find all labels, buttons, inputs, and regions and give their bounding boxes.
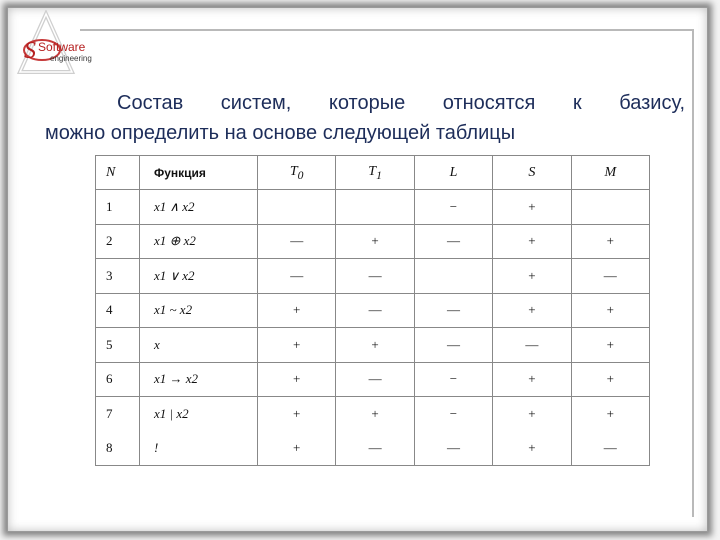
- table-row: [96, 362, 650, 397]
- logo-text-bottom: engineering: [50, 54, 92, 63]
- m-cell: +: [571, 328, 649, 363]
- t1-cell: —: [336, 362, 414, 397]
- logo-text-top: Software: [38, 40, 86, 54]
- t0-cell: +: [258, 431, 336, 466]
- function-formula: x1 ⊕ x2: [140, 224, 258, 259]
- table-row: [96, 431, 650, 466]
- l-cell: −: [414, 362, 492, 397]
- svg-text:S: S: [24, 38, 36, 64]
- heading-line-1: Состав систем, которые относятся к базису,: [117, 92, 685, 114]
- header-n: N: [96, 156, 140, 190]
- t0-cell: —: [258, 259, 336, 294]
- m-cell: +: [571, 362, 649, 397]
- t1-cell: +: [336, 224, 414, 259]
- table-row: [96, 293, 650, 328]
- header-t1: $T_1$: [336, 156, 414, 190]
- table-row: [96, 190, 650, 225]
- m-cell: —: [571, 431, 649, 466]
- header-m: M: [571, 156, 649, 190]
- row-number: 7: [96, 397, 140, 432]
- header-function: Функция: [140, 156, 258, 190]
- basis-table: [95, 155, 650, 466]
- t0-cell: +: [258, 328, 336, 363]
- row-number: 3: [96, 259, 140, 294]
- l-cell: −: [414, 190, 492, 225]
- m-cell: +: [571, 293, 649, 328]
- row-number: 5: [96, 328, 140, 363]
- function-formula: !: [140, 431, 258, 466]
- header-t0: $T_0$: [258, 156, 336, 190]
- header-l: L: [414, 156, 492, 190]
- decor-line-right: [692, 29, 694, 517]
- table-row: [96, 224, 650, 259]
- function-formula: x1 → x2: [140, 362, 258, 397]
- software-engineering-logo: [14, 10, 114, 80]
- function-formula: x1 | x2: [140, 397, 258, 432]
- m-cell: +: [571, 397, 649, 432]
- t1-cell: [336, 190, 414, 225]
- s-cell: +: [493, 431, 571, 466]
- s-cell: +: [493, 362, 571, 397]
- l-cell: —: [414, 293, 492, 328]
- t0-cell: +: [258, 362, 336, 397]
- table-row: [96, 259, 650, 294]
- s-cell: +: [493, 293, 571, 328]
- table-row: [96, 328, 650, 363]
- t1-cell: +: [336, 397, 414, 432]
- s-cell: +: [493, 397, 571, 432]
- row-number: 6: [96, 362, 140, 397]
- s-cell: +: [493, 224, 571, 259]
- t0-cell: —: [258, 224, 336, 259]
- l-cell: —: [414, 328, 492, 363]
- t1-cell: —: [336, 431, 414, 466]
- t1-cell: —: [336, 293, 414, 328]
- slide-heading: [45, 88, 685, 148]
- heading-line-2: можно определить на основе следующей таблицы: [45, 122, 516, 144]
- row-number: 1: [96, 190, 140, 225]
- t1-cell: +: [336, 328, 414, 363]
- function-formula: x1 ∧ x2: [140, 190, 258, 225]
- l-cell: —: [414, 431, 492, 466]
- s-cell: +: [493, 190, 571, 225]
- l-cell: −: [414, 397, 492, 432]
- table-row: [96, 397, 650, 432]
- function-formula: x1 ∨ x2: [140, 259, 258, 294]
- row-number: 2: [96, 224, 140, 259]
- l-cell: —: [414, 224, 492, 259]
- t1-cell: —: [336, 259, 414, 294]
- m-cell: [571, 190, 649, 225]
- t0-cell: +: [258, 397, 336, 432]
- header-s: S: [493, 156, 571, 190]
- row-number: 8: [96, 431, 140, 466]
- t0-cell: +: [258, 293, 336, 328]
- table-header-row: [96, 156, 650, 190]
- decor-line-top: [80, 29, 694, 31]
- m-cell: +: [571, 224, 649, 259]
- s-cell: —: [493, 328, 571, 363]
- row-number: 4: [96, 293, 140, 328]
- l-cell: [414, 259, 492, 294]
- function-formula: x: [140, 328, 258, 363]
- m-cell: —: [571, 259, 649, 294]
- function-formula: x1 ~ x2: [140, 293, 258, 328]
- s-cell: +: [493, 259, 571, 294]
- t0-cell: [258, 190, 336, 225]
